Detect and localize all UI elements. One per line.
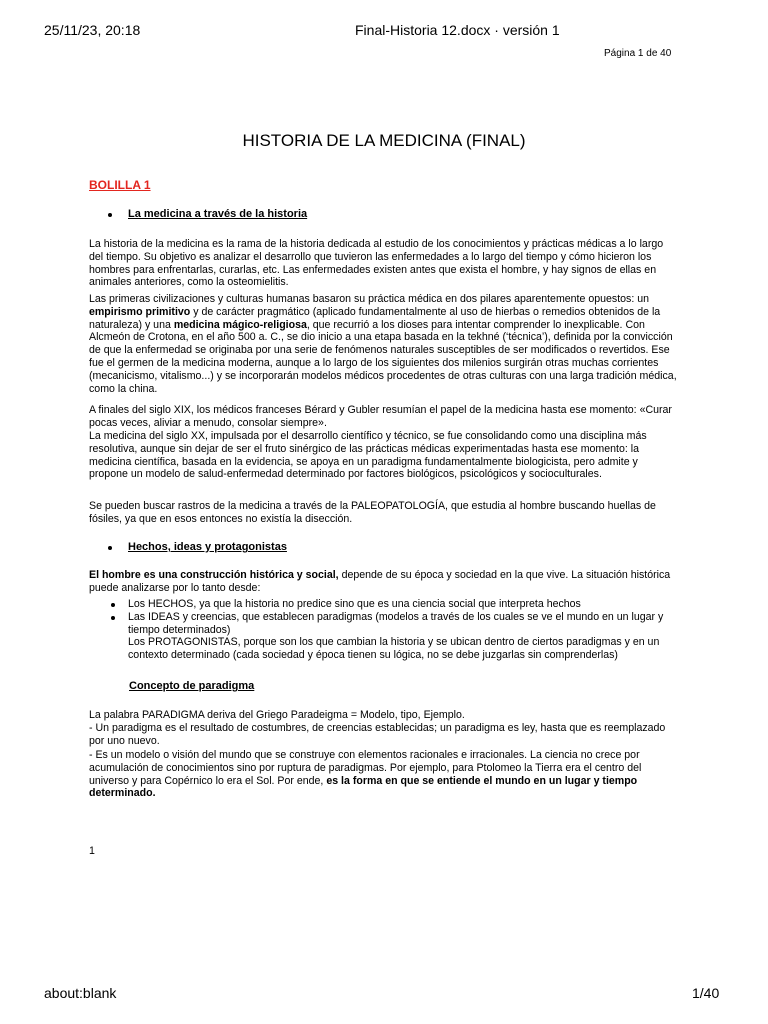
list-item	[89, 611, 679, 637]
p9-bold: es la forma en que se entiende el mundo en un lugar y tiempo determinado.	[89, 774, 638, 800]
section-heading-2	[108, 541, 287, 554]
p2-bold-empirismo: empirismo primitivo	[89, 305, 191, 318]
print-footer-page: 1/40	[692, 985, 720, 1001]
paragraph-1: La historia de la medicina es la rama de la historia dedicada al estudio de los conocimientos y prácticas médicas a lo largo del tiempo. Su objetivo es analizar el desarrollo que tuvieron las enfermedades a lo largo del tiempo y cómo hicieron los hombres para enfrentarlas, curarlas, etc. Las enfermedades existen antes que exista el hombre, y hay signos de ellas en animales anteriores, como la osteomielitis.	[89, 238, 664, 289]
page-label: Página 1 de 40	[604, 48, 672, 59]
list-item-text: Las IDEAS y creencias, que establecen paradigmas (modelos a través de los cuales se ve el mundo en un lugar y tiempo determinados)	[128, 610, 664, 636]
list-item-text: Los HECHOS, ya que la historia no predice sino que es una ciencia social que interpreta hechos	[128, 598, 581, 610]
bolilla-heading: BOLILLA 1	[89, 178, 151, 192]
list-item	[89, 598, 679, 611]
p9-text: - Es un modelo o visión del mundo que se construye con elementos racionales e irracionales. La ciencia no crece por acumulación de conocimientos sino por ruptura de paradigmas. Por ejemplo, para Ptolomeo la Tierra era el centro del universo y para Copérnico lo era el Sol. Por ende,	[89, 749, 642, 787]
p2-bold-medicina: medicina mágico-religiosa	[173, 318, 307, 331]
bullet-icon	[111, 603, 115, 607]
paragraph-9	[89, 749, 679, 800]
paragraph-4: La medicina del siglo XX, impulsada por el desarrollo científico y técnico, se fue consolidando como una disciplina más resolutiva, aunque sin dejar de ser el fruto sinérgico de las prácticas médicas experimentadas hasta ese momento: la medicina científica, basada en la evidencia, se apoya en un paradigma fundamentalmente biologicista, pero admite y propone un modelo de salud-enfermedad determinado por factores biológicos, psicológicos y socioculturales.	[89, 430, 647, 481]
p2-text-a: Las primeras civilizaciones y culturas humanas basaron su práctica médica en dos pilares aparentemente opuestos: un	[89, 293, 649, 305]
p2-text-c: y de carácter pragmático (aplicado fundamentalmente al uso de hierbas o remedios obtenidos de la naturaleza) y una	[89, 305, 661, 331]
bullet-icon	[108, 546, 112, 550]
p6-text: depende de su época y sociedad en la que vive. La situación histórica puede analizarse por lo tanto desde:	[89, 569, 671, 594]
page-number: 1	[89, 845, 95, 857]
document-title: HISTORIA DE LA MEDICINA (FINAL)	[242, 131, 526, 150]
list-item-text: Los PROTAGONISTAS, porque son los que cambian la historia y se ubican dentro de ciertos paradigmas y en un contexto determinado (cada sociedad y época tienen su lógica, no se debe juzgarlas sin comprenderlas)	[128, 636, 660, 662]
print-datetime: 25/11/23, 20:18	[44, 22, 141, 38]
bullet-icon	[108, 213, 112, 217]
paragraph-5: Se pueden buscar rastros de la medicina a través de la PALEOPATOLOGÍA, que estudia al hombre buscando huellas de fósiles, ya que en esos entonces no existía la disección.	[89, 500, 656, 525]
paragraph-3: A finales del siglo XIX, los médicos franceses Bérard y Gubler resumían el papel de la medicina hasta ese momento: «Curar pocas veces, aliviar a menudo, consolar siempre».	[89, 404, 672, 429]
list-item-continuation	[89, 636, 679, 662]
paragraph-8: - Un paradigma es el resultado de costumbres, de creencias establecidas; un paradigma es ley, hasta que es reemplazado por uno nuevo.	[89, 722, 666, 747]
print-footer-url: about:blank	[44, 985, 117, 1001]
paragraph-2	[89, 293, 679, 395]
p2-text-e: , que recurrió a los dioses para intentar comprender lo inexplicable. Con Alcmeón de Crotona, en el año 500 a. C., se dio inicio a una etapa basada en la tekhné (‘técnica’), definida por la convicción de que la enfermedad se originaba por una serie de fenómenos naturales susceptibles de ser modificados o revertidos. Ese fue el germen de la medicina moderna, aunque a lo largo de los siguientes dos milenios surgirán otras muchas corrientes (mecanicismo, vitalismo...) y se incorporarán modelos médicos procedentes de otras culturas con una larga tradición médica, como la china.	[89, 318, 677, 395]
section-heading-3: Concepto de paradigma	[129, 680, 255, 692]
section-heading-1-text: La medicina a través de la historia	[128, 208, 308, 220]
bullet-icon	[111, 616, 115, 620]
paragraph-7: La palabra PARADIGMA deriva del Griego Paradeigma = Modelo, tipo, Ejemplo.	[89, 709, 465, 721]
paragraph-6	[89, 569, 679, 595]
print-doc-title: Final-Historia 12.docx · versión 1	[355, 22, 560, 38]
p6-bold: El hombre es una construcción histórica y social,	[89, 569, 339, 581]
section-heading-2-text: Hechos, ideas y protagonistas	[128, 541, 287, 553]
section-heading-1	[108, 208, 307, 221]
bullet-list	[89, 598, 679, 662]
